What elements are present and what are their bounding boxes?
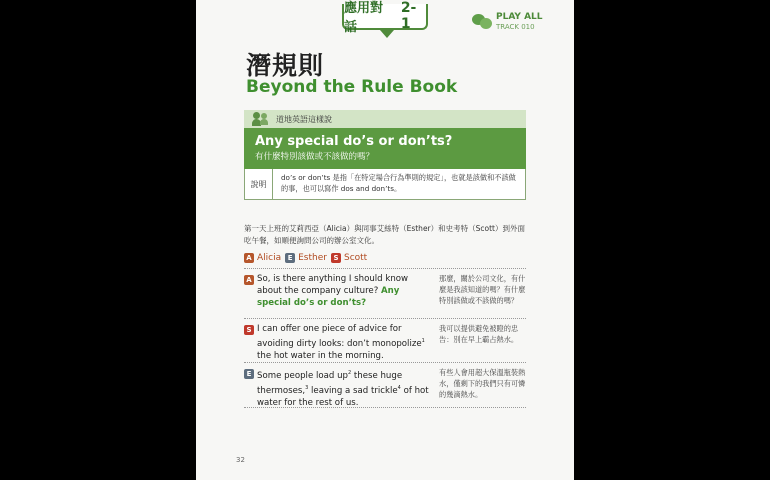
section-label: 應用對話	[344, 1, 384, 35]
dialogue-en-text: leaving a sad trickle	[308, 385, 398, 396]
divider	[244, 362, 526, 363]
dialogue-en	[257, 323, 433, 362]
intro-paragraph: 第一天上班的艾莉西亞（Alicia）與同事艾絲特（Esther）和史考特（Scott）到外面吃午餐，如順便詢問公司的辦公室文化。	[244, 224, 525, 245]
divider	[244, 407, 526, 408]
footnote-marker: 1	[421, 338, 425, 344]
character-badge-a: A	[244, 253, 254, 263]
dialogue-en-text: So, is there anything I should know about the company culture?	[257, 274, 409, 296]
character-name-alicia: Alicia	[257, 253, 282, 263]
speaker-badge: E	[244, 369, 254, 379]
dialogue-highlight: Any special do’s or don’ts?	[257, 286, 400, 308]
phrase-box-header	[244, 110, 526, 128]
explanation-tag: 說明	[245, 169, 273, 199]
section-tab	[342, 0, 428, 35]
speaker-badge: A	[244, 275, 254, 285]
page-number: 32	[236, 456, 245, 464]
character-badge-s: S	[331, 253, 341, 263]
dialogue-line	[244, 367, 526, 409]
footnote-marker: 2	[347, 370, 352, 376]
footnote-marker: 4	[397, 384, 401, 391]
phrase-zh: 有什麼特別該做或不該做的嗎？	[255, 152, 375, 162]
dialogue-en-text: the hot water in the morning.	[257, 350, 384, 361]
dialogue-en-text: Some people load up	[257, 370, 348, 381]
character-legend	[244, 253, 371, 263]
explanation-row	[244, 169, 526, 200]
dialogue-zh: 我可以提供避免被瞪的忠告：別在早上霸占熱水。	[439, 324, 519, 344]
dialogue-en-text: of hot water for the rest of us.	[257, 385, 429, 408]
footnote-marker: 3	[305, 384, 309, 391]
track-label: TRACK 010	[496, 23, 535, 31]
play-all-label: PLAY ALL	[496, 12, 543, 22]
phrase-box-heading: 道地英語這樣說	[276, 114, 332, 124]
section-number: 2-1	[400, 0, 417, 32]
dialogue-en-text: these huge thermoses,	[257, 370, 403, 396]
book-page	[196, 0, 574, 480]
explanation-text: do’s or don’ts 是指「在特定場合行為準則的規定」，也就是該做和不該做的事，也可以寫作 dos and don’ts。	[281, 173, 516, 193]
character-name-scott: Scott	[343, 253, 368, 263]
phrase-box	[244, 110, 526, 200]
dialogue-en-text: I can offer one piece of advice for avoiding dirty looks: don’t monopolize	[257, 324, 422, 349]
page-title-en: Beyond the Rule Book	[246, 77, 458, 97]
character-badge-e: E	[285, 253, 295, 263]
dialogue-zh: 有些人會用超大保溫瓶裝熱水，僅剩下的我們只有可憐的幾滴熱水。	[439, 368, 526, 399]
page-title-zh: 潛規則	[246, 51, 325, 80]
character-name-esther: Esther	[298, 253, 327, 263]
phrase-en: Any special do’s or don’ts?	[255, 134, 453, 149]
dialogue-line	[244, 323, 526, 362]
people-icon	[252, 112, 270, 126]
divider	[244, 268, 526, 269]
dialogue-en	[257, 367, 433, 409]
play-all-button[interactable]	[472, 12, 543, 32]
speech-bubble-icon	[472, 14, 492, 30]
divider	[244, 318, 526, 319]
tab-pointer	[380, 30, 394, 38]
dialogue-en	[257, 273, 433, 309]
dialogue-line	[244, 273, 526, 309]
speaker-badge: S	[244, 325, 254, 335]
phrase-banner	[244, 128, 526, 169]
dialogue-zh: 那麼，關於公司文化，有什麼是我該知道的嗎？有什麼特別該做或不該做的嗎？	[439, 274, 526, 305]
